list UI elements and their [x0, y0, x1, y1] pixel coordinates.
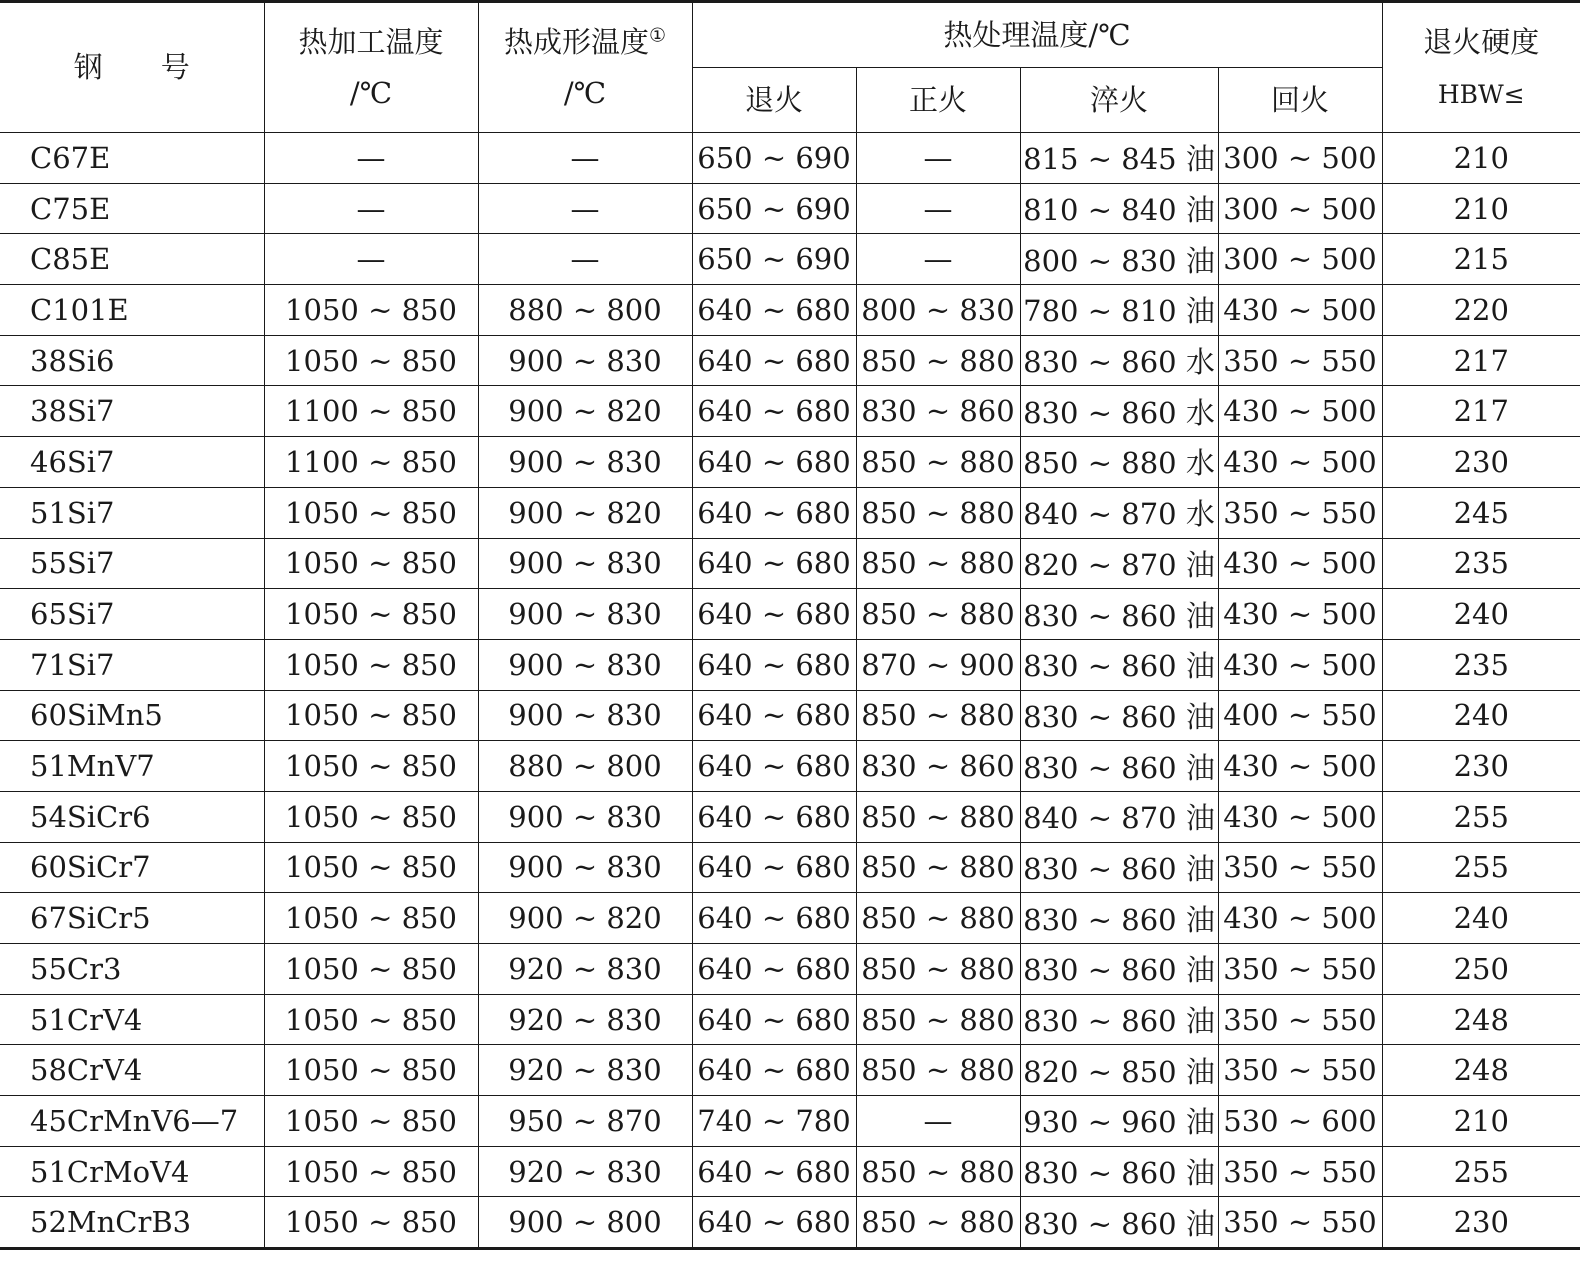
cell-hot-working: 1050 ~ 850: [264, 994, 478, 1045]
cell-hardness: 240: [1382, 893, 1580, 944]
cell-quenching: 930 ~ 960 油: [1020, 1096, 1218, 1147]
table-row: [0, 893, 1580, 944]
cell-hardness: 235: [1382, 639, 1580, 690]
cell-hot-forming: 900 ~ 830: [478, 335, 692, 386]
cell-tempering: 350 ~ 550: [1218, 487, 1382, 538]
cell-quenching: 830 ~ 860 油: [1020, 944, 1218, 995]
cell-quenching: 830 ~ 860 油: [1020, 1146, 1218, 1197]
table-row: [0, 741, 1580, 792]
cell-grade: 51Si7: [0, 487, 264, 538]
cell-hot-working: 1050 ~ 850: [264, 791, 478, 842]
cell-hardness: 230: [1382, 437, 1580, 488]
cell-hardness: 240: [1382, 690, 1580, 741]
cell-hot-forming: —: [478, 234, 692, 285]
header-annealed-hardness: [1382, 2, 1580, 133]
cell-quenching: 830 ~ 860 油: [1020, 639, 1218, 690]
cell-annealing: 640 ~ 680: [692, 690, 856, 741]
table-row: [0, 183, 1580, 234]
cell-hardness: 230: [1382, 1197, 1580, 1249]
cell-hot-working: 1100 ~ 850: [264, 437, 478, 488]
header-heat-treatment-temp: 热处理温度/℃: [692, 2, 1382, 68]
cell-hardness: 217: [1382, 386, 1580, 437]
cell-tempering: 350 ~ 550: [1218, 335, 1382, 386]
cell-hardness: 230: [1382, 741, 1580, 792]
cell-hot-working: 1050 ~ 850: [264, 335, 478, 386]
cell-quenching: 830 ~ 860 油: [1020, 842, 1218, 893]
cell-hot-forming: 900 ~ 830: [478, 639, 692, 690]
header-hot-working-line1: 热加工温度: [298, 24, 444, 59]
cell-grade: 60SiMn5: [0, 690, 264, 741]
cell-normalizing: 850 ~ 880: [856, 842, 1020, 893]
cell-quenching: 830 ~ 860 水: [1020, 386, 1218, 437]
cell-hardness: 248: [1382, 994, 1580, 1045]
cell-hot-forming: 880 ~ 800: [478, 285, 692, 336]
cell-hot-working: —: [264, 133, 478, 184]
cell-hardness: 248: [1382, 1045, 1580, 1096]
cell-hot-working: 1050 ~ 850: [264, 842, 478, 893]
cell-hot-forming: 950 ~ 870: [478, 1096, 692, 1147]
cell-hot-forming: 900 ~ 830: [478, 791, 692, 842]
cell-grade: C101E: [0, 285, 264, 336]
header-hot-working-line2: /℃: [349, 75, 393, 110]
cell-normalizing: 850 ~ 880: [856, 944, 1020, 995]
cell-grade: 55Si7: [0, 538, 264, 589]
cell-hot-working: —: [264, 183, 478, 234]
cell-hot-forming: 920 ~ 830: [478, 994, 692, 1045]
cell-annealing: 640 ~ 680: [692, 386, 856, 437]
cell-quenching: 780 ~ 810 油: [1020, 285, 1218, 336]
cell-hot-forming: 920 ~ 830: [478, 1045, 692, 1096]
cell-annealing: 640 ~ 680: [692, 335, 856, 386]
table-row: [0, 690, 1580, 741]
table-row: [0, 487, 1580, 538]
header-row-1: [0, 2, 1580, 68]
cell-hardness: 235: [1382, 538, 1580, 589]
cell-tempering: 430 ~ 500: [1218, 589, 1382, 640]
cell-hardness: 210: [1382, 183, 1580, 234]
cell-normalizing: 850 ~ 880: [856, 791, 1020, 842]
cell-quenching: 840 ~ 870 水: [1020, 487, 1218, 538]
cell-grade: 38Si7: [0, 386, 264, 437]
cell-tempering: 350 ~ 550: [1218, 944, 1382, 995]
header-tempering: 回火: [1218, 68, 1382, 133]
cell-grade: 45CrMnV6—7: [0, 1096, 264, 1147]
cell-annealing: 640 ~ 680: [692, 589, 856, 640]
cell-grade: 60SiCr7: [0, 842, 264, 893]
table-row: [0, 1146, 1580, 1197]
cell-tempering: 350 ~ 550: [1218, 1045, 1382, 1096]
cell-grade: 46Si7: [0, 437, 264, 488]
cell-hot-forming: 900 ~ 830: [478, 842, 692, 893]
cell-annealing: 650 ~ 690: [692, 183, 856, 234]
cell-hardness: 217: [1382, 335, 1580, 386]
cell-hardness: 220: [1382, 285, 1580, 336]
cell-quenching: 830 ~ 860 油: [1020, 741, 1218, 792]
cell-annealing: 740 ~ 780: [692, 1096, 856, 1147]
cell-hot-forming: 900 ~ 830: [478, 589, 692, 640]
cell-quenching: 815 ~ 845 油: [1020, 133, 1218, 184]
table-row: [0, 791, 1580, 842]
cell-quenching: 850 ~ 880 水: [1020, 437, 1218, 488]
cell-hot-forming: 900 ~ 830: [478, 690, 692, 741]
cell-hot-working: 1050 ~ 850: [264, 893, 478, 944]
cell-hot-forming: —: [478, 133, 692, 184]
cell-grade: 55Cr3: [0, 944, 264, 995]
cell-annealing: 640 ~ 680: [692, 1197, 856, 1249]
cell-grade: 38Si6: [0, 335, 264, 386]
cell-tempering: 350 ~ 550: [1218, 1197, 1382, 1249]
cell-tempering: 430 ~ 500: [1218, 538, 1382, 589]
cell-annealing: 640 ~ 680: [692, 842, 856, 893]
cell-tempering: 300 ~ 500: [1218, 234, 1382, 285]
cell-tempering: 430 ~ 500: [1218, 791, 1382, 842]
header-hot-forming-line2: /℃: [563, 75, 607, 110]
cell-tempering: 300 ~ 500: [1218, 183, 1382, 234]
cell-quenching: 800 ~ 830 油: [1020, 234, 1218, 285]
header-hot-forming-temp: [478, 2, 692, 133]
cell-normalizing: —: [856, 1096, 1020, 1147]
cell-normalizing: —: [856, 183, 1020, 234]
table-row: [0, 386, 1580, 437]
header-quenching: 淬火: [1020, 68, 1218, 133]
cell-hardness: 215: [1382, 234, 1580, 285]
table-row: [0, 639, 1580, 690]
cell-hot-working: 1100 ~ 850: [264, 386, 478, 437]
table-row: [0, 133, 1580, 184]
cell-annealing: 640 ~ 680: [692, 893, 856, 944]
cell-hot-forming: 900 ~ 820: [478, 893, 692, 944]
cell-normalizing: 850 ~ 880: [856, 994, 1020, 1045]
table-row: [0, 538, 1580, 589]
cell-annealing: 640 ~ 680: [692, 487, 856, 538]
cell-grade: 51CrV4: [0, 994, 264, 1045]
cell-annealing: 640 ~ 680: [692, 1045, 856, 1096]
cell-annealing: 650 ~ 690: [692, 133, 856, 184]
cell-hot-forming: 880 ~ 800: [478, 741, 692, 792]
cell-quenching: 810 ~ 840 油: [1020, 183, 1218, 234]
cell-hot-working: 1050 ~ 850: [264, 538, 478, 589]
cell-annealing: 640 ~ 680: [692, 1146, 856, 1197]
cell-tempering: 350 ~ 550: [1218, 842, 1382, 893]
cell-grade: C85E: [0, 234, 264, 285]
cell-normalizing: 850 ~ 880: [856, 1045, 1020, 1096]
cell-normalizing: 830 ~ 860: [856, 741, 1020, 792]
table-row: [0, 589, 1580, 640]
footnote-marker: ①: [648, 24, 667, 47]
cell-quenching: 830 ~ 860 水: [1020, 335, 1218, 386]
cell-hardness: 210: [1382, 1096, 1580, 1147]
cell-grade: 67SiCr5: [0, 893, 264, 944]
cell-tempering: 430 ~ 500: [1218, 437, 1382, 488]
cell-hot-working: 1050 ~ 850: [264, 639, 478, 690]
cell-quenching: 830 ~ 860 油: [1020, 1197, 1218, 1249]
cell-quenching: 830 ~ 860 油: [1020, 893, 1218, 944]
table-row: [0, 1045, 1580, 1096]
cell-normalizing: 850 ~ 880: [856, 690, 1020, 741]
table-row: [0, 234, 1580, 285]
cell-annealing: 640 ~ 680: [692, 538, 856, 589]
table-row: [0, 842, 1580, 893]
cell-normalizing: 850 ~ 880: [856, 589, 1020, 640]
cell-hot-forming: 900 ~ 830: [478, 538, 692, 589]
table-header: [0, 2, 1580, 133]
cell-normalizing: 850 ~ 880: [856, 335, 1020, 386]
cell-hardness: 250: [1382, 944, 1580, 995]
cell-normalizing: 850 ~ 880: [856, 437, 1020, 488]
table-row: [0, 285, 1580, 336]
cell-quenching: 820 ~ 870 油: [1020, 538, 1218, 589]
cell-normalizing: 850 ~ 880: [856, 487, 1020, 538]
cell-grade: 51MnV7: [0, 741, 264, 792]
cell-tempering: 530 ~ 600: [1218, 1096, 1382, 1147]
cell-normalizing: 870 ~ 900: [856, 639, 1020, 690]
table-row: [0, 944, 1580, 995]
cell-tempering: 300 ~ 500: [1218, 133, 1382, 184]
cell-hot-working: 1050 ~ 850: [264, 1146, 478, 1197]
cell-tempering: 430 ~ 500: [1218, 741, 1382, 792]
table-row: [0, 437, 1580, 488]
cell-annealing: 640 ~ 680: [692, 437, 856, 488]
cell-quenching: 830 ~ 860 油: [1020, 690, 1218, 741]
cell-tempering: 430 ~ 500: [1218, 639, 1382, 690]
cell-hardness: 245: [1382, 487, 1580, 538]
cell-annealing: 640 ~ 680: [692, 741, 856, 792]
cell-hot-forming: 900 ~ 820: [478, 487, 692, 538]
table-body: [0, 133, 1580, 1249]
cell-hot-forming: 900 ~ 830: [478, 437, 692, 488]
cell-tempering: 400 ~ 550: [1218, 690, 1382, 741]
cell-grade: 58CrV4: [0, 1045, 264, 1096]
cell-hardness: 255: [1382, 1146, 1580, 1197]
cell-normalizing: 850 ~ 880: [856, 1146, 1020, 1197]
cell-annealing: 640 ~ 680: [692, 639, 856, 690]
cell-hot-forming: 900 ~ 820: [478, 386, 692, 437]
cell-hot-working: 1050 ~ 850: [264, 487, 478, 538]
table-row: [0, 1197, 1580, 1249]
cell-hardness: 240: [1382, 589, 1580, 640]
header-hot-working-temp: [264, 2, 478, 133]
cell-grade: C67E: [0, 133, 264, 184]
cell-normalizing: 830 ~ 860: [856, 386, 1020, 437]
cell-grade: 52MnCrB3: [0, 1197, 264, 1249]
header-grade: 钢 号: [0, 2, 264, 133]
cell-hot-working: 1050 ~ 850: [264, 944, 478, 995]
header-hardness-line2: HBW≤: [1437, 79, 1525, 109]
cell-tempering: 350 ~ 550: [1218, 1146, 1382, 1197]
cell-hot-working: 1050 ~ 850: [264, 690, 478, 741]
header-annealing: 退火: [692, 68, 856, 133]
cell-normalizing: 850 ~ 880: [856, 1197, 1020, 1249]
cell-hardness: 255: [1382, 842, 1580, 893]
cell-annealing: 640 ~ 680: [692, 285, 856, 336]
cell-annealing: 640 ~ 680: [692, 791, 856, 842]
header-normalizing: 正火: [856, 68, 1020, 133]
cell-quenching: 830 ~ 860 油: [1020, 589, 1218, 640]
cell-grade: 54SiCr6: [0, 791, 264, 842]
cell-quenching: 820 ~ 850 油: [1020, 1045, 1218, 1096]
cell-grade: 71Si7: [0, 639, 264, 690]
table-row: [0, 994, 1580, 1045]
cell-normalizing: —: [856, 133, 1020, 184]
cell-hot-working: 1050 ~ 850: [264, 285, 478, 336]
cell-hot-working: 1050 ~ 850: [264, 1197, 478, 1249]
table-row: [0, 335, 1580, 386]
cell-normalizing: 800 ~ 830: [856, 285, 1020, 336]
cell-hot-forming: 920 ~ 830: [478, 944, 692, 995]
cell-tempering: 350 ~ 550: [1218, 994, 1382, 1045]
cell-hardness: 210: [1382, 133, 1580, 184]
cell-hot-working: 1050 ~ 850: [264, 741, 478, 792]
cell-hot-forming: 900 ~ 800: [478, 1197, 692, 1249]
cell-hot-working: 1050 ~ 850: [264, 589, 478, 640]
cell-quenching: 830 ~ 860 油: [1020, 994, 1218, 1045]
cell-hot-forming: 920 ~ 830: [478, 1146, 692, 1197]
cell-normalizing: —: [856, 234, 1020, 285]
cell-annealing: 640 ~ 680: [692, 944, 856, 995]
cell-tempering: 430 ~ 500: [1218, 285, 1382, 336]
cell-hot-forming: —: [478, 183, 692, 234]
cell-tempering: 430 ~ 500: [1218, 893, 1382, 944]
cell-annealing: 650 ~ 690: [692, 234, 856, 285]
header-hardness-line1: 退火硬度: [1423, 24, 1540, 59]
cell-hot-working: 1050 ~ 850: [264, 1096, 478, 1147]
cell-grade: 65Si7: [0, 589, 264, 640]
cell-normalizing: 850 ~ 880: [856, 538, 1020, 589]
cell-quenching: 840 ~ 870 油: [1020, 791, 1218, 842]
header-hot-forming-line1: 热成形温度: [503, 24, 649, 59]
cell-tempering: 430 ~ 500: [1218, 386, 1382, 437]
cell-hot-working: —: [264, 234, 478, 285]
cell-hardness: 255: [1382, 791, 1580, 842]
cell-grade: C75E: [0, 183, 264, 234]
cell-normalizing: 850 ~ 880: [856, 893, 1020, 944]
cell-grade: 51CrMoV4: [0, 1146, 264, 1197]
cell-annealing: 640 ~ 680: [692, 994, 856, 1045]
table-row: [0, 1096, 1580, 1147]
cell-hot-working: 1050 ~ 850: [264, 1045, 478, 1096]
